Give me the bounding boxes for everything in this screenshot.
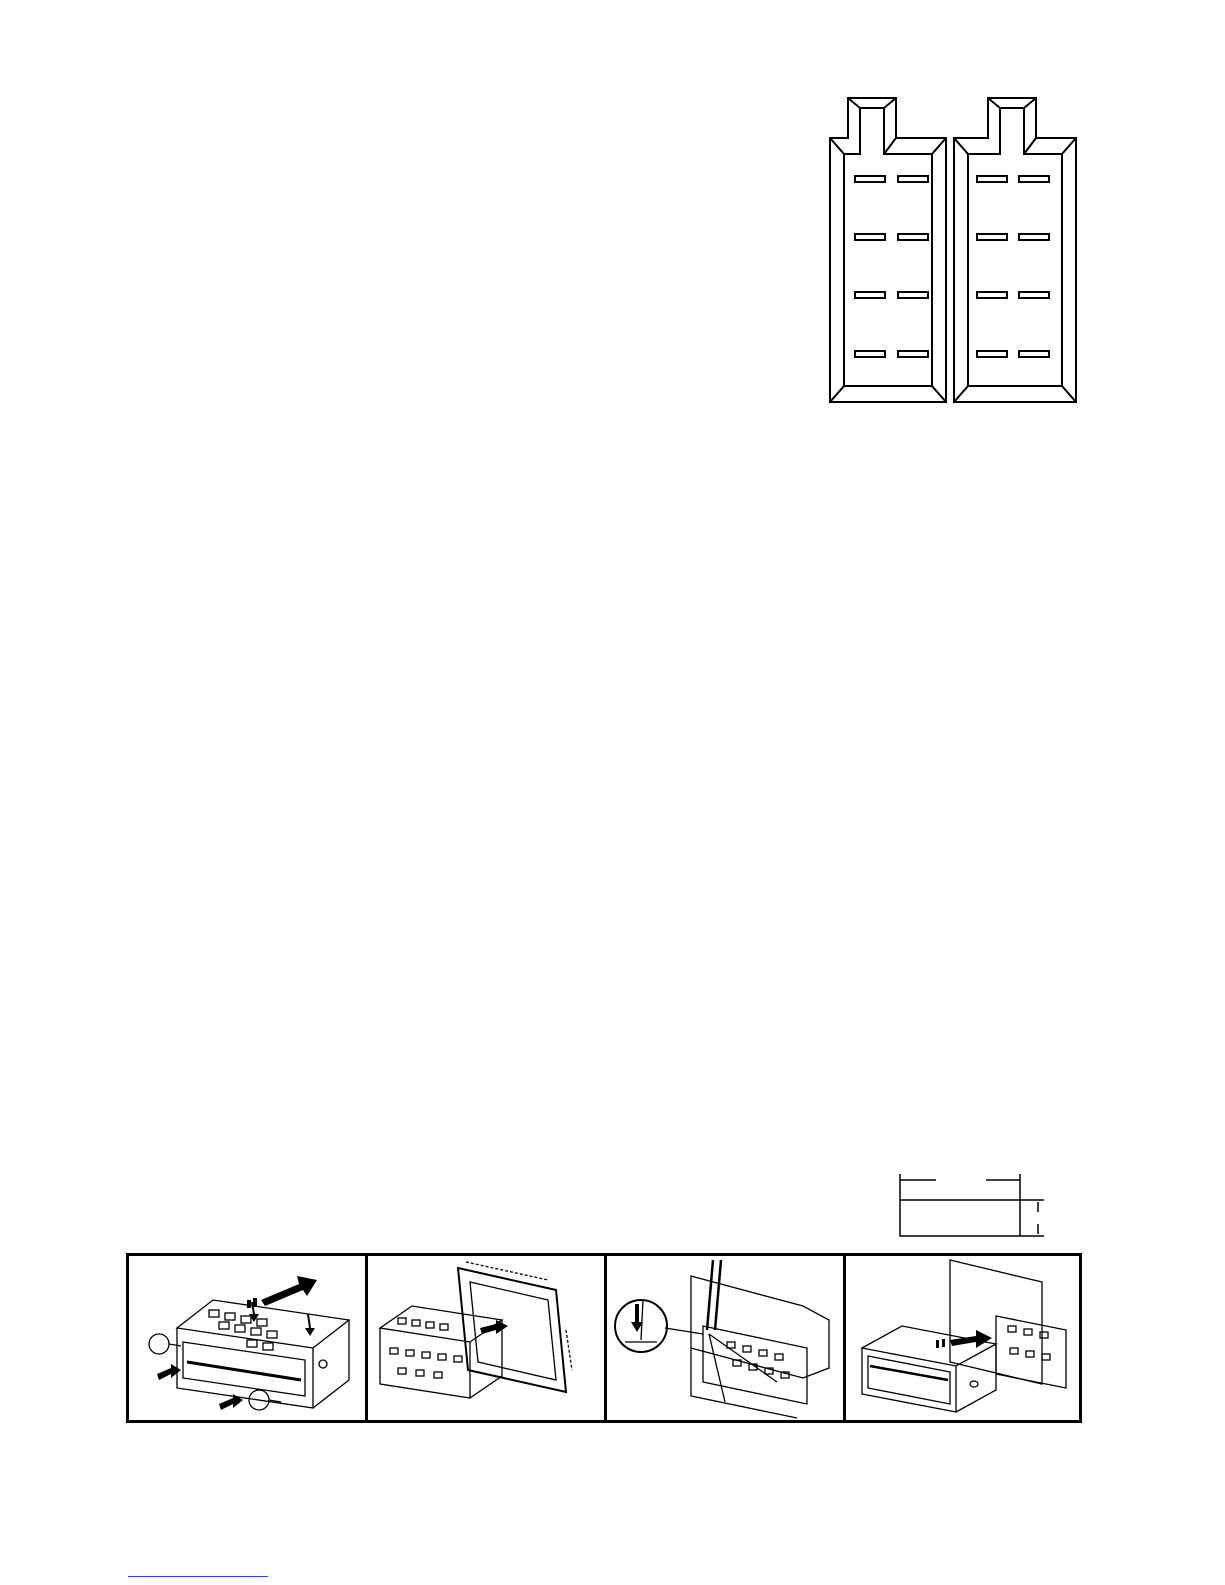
insert-unit-into-sleeve-icon bbox=[846, 1256, 1082, 1420]
trim-frame-and-sleeve-icon bbox=[368, 1256, 604, 1420]
step-panel-trim-frame bbox=[368, 1256, 607, 1421]
remove-sleeve-with-keys-icon bbox=[129, 1256, 365, 1420]
step-panel-remove-sleeve bbox=[129, 1256, 368, 1421]
step-panel-bend-tabs bbox=[607, 1256, 846, 1421]
bend-tabs-with-screwdriver-icon bbox=[607, 1256, 843, 1420]
iso-connector-icon bbox=[826, 94, 1080, 406]
step-panel-insert-unit bbox=[846, 1256, 1082, 1421]
footer-link[interactable] bbox=[128, 1573, 268, 1577]
mounting-opening-dimension-icon bbox=[896, 1170, 1046, 1240]
installation-steps-strip bbox=[126, 1253, 1082, 1423]
